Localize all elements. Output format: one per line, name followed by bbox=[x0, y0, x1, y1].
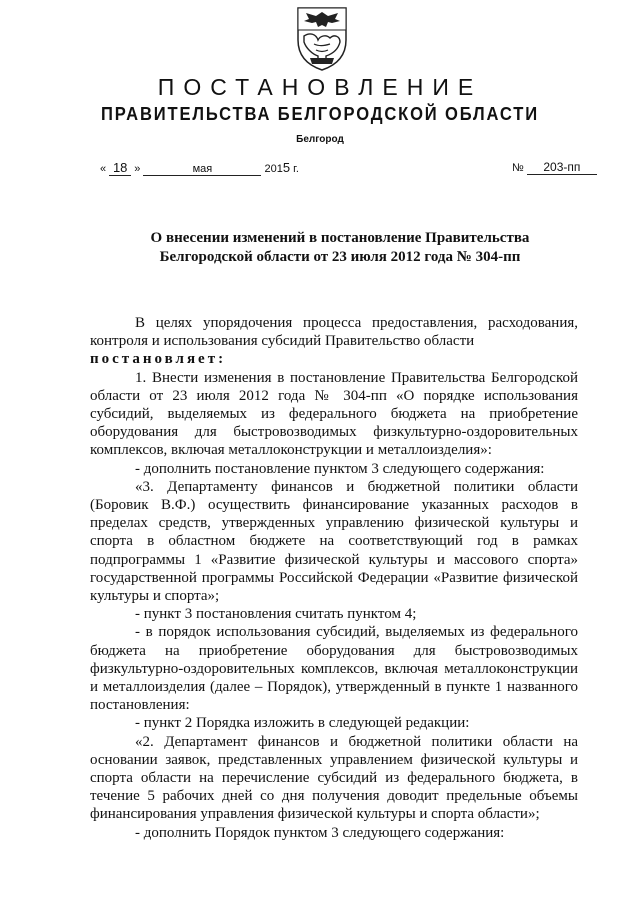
date-year: 2015 bbox=[264, 160, 291, 175]
document-number bbox=[512, 160, 597, 175]
number-label: № bbox=[512, 162, 524, 174]
issuer-heading: ПРАВИТЕЛЬСТВА БЕЛГОРОДСКОЙ ОБЛАСТИ bbox=[101, 104, 539, 124]
paragraph-renumber: - пункт 3 постановления считать пунктом 4; bbox=[135, 606, 417, 623]
date-open-quote: « bbox=[100, 163, 107, 175]
paragraph-procedure: - в порядок использования субсидий, выделяемых из федерального бюджета на приобретение оборудования для быстровозводимых физкультурно-оздоровительных комплексов, включая металлоконструкции и металлоизделия (далее – Порядок), утвержденный в пункте 1 названного постановления: bbox=[90, 624, 578, 714]
city-label: Белгород bbox=[296, 134, 344, 145]
resolves-word: постановляет: bbox=[90, 351, 227, 368]
paragraph-add-point-3: - дополнить постановление пунктом 3 следующего содержания: bbox=[135, 460, 545, 477]
date-year-unit: г. bbox=[293, 163, 299, 175]
date-close-quote: » bbox=[134, 163, 141, 175]
date-line bbox=[100, 160, 299, 176]
document-type-heading: ПОСТАНОВЛЕНИЕ bbox=[157, 74, 483, 100]
preamble-paragraph: В целях упорядочения процесса предоставления, расходования, контроля и использования субсидий Правительство области bbox=[90, 315, 578, 350]
paragraph-point-3-text: «3. Департаменту финансов и бюджетной политики области (Боровик В.Ф.) осуществить финансирование указанных расходов в пределах средств, утвержденных управлению физической культуры и спорта в областном бюджете на соответствующий год в рамках подпрограммы 1 «Развитие физической культуры и массового спорта» государственной программы Российской Федерации «Развитие физической культуры и спорта»; bbox=[90, 478, 578, 605]
subject-line-1: О внесении изменений в постановление Правительства bbox=[150, 230, 530, 246]
number-value: 203-пп bbox=[527, 160, 597, 175]
date-day: 18 bbox=[109, 160, 131, 176]
paragraph-add-procedure-point-3: - дополнить Порядок пунктом 3 следующего содержания: bbox=[135, 824, 505, 841]
date-month: мая bbox=[143, 163, 261, 176]
paragraph-point-2-text: «2. Департамент финансов и бюджетной политики области на основании заявок, представленных управлением физической культуры и спорта области на перечисление субсидий из федерального бюджета, в течение 5 рабочих дней со дня получения доводит предельные объемы финансирования управления физической культуры и спорта области»; bbox=[90, 733, 578, 823]
paragraph-item-1: 1. Внести изменения в постановление Правительства Белгородской области от 23 июля 2012 года № 304-пп «О порядке использования субсидий, выделяемых из федерального бюджета на приобретение оборудования для быстровозводимых физкультурно-оздоровительных комплексов, включая металлоконструкции и металлоизделия»: bbox=[90, 369, 578, 459]
subject-line-2: Белгородской области от 23 июля 2012 года № 304-пп bbox=[159, 249, 521, 265]
document-subject bbox=[100, 229, 580, 267]
paragraph-point-2-change: - пункт 2 Порядка изложить в следующей редакции: bbox=[135, 715, 470, 732]
coat-of-arms-emblem bbox=[294, 6, 350, 72]
document-body bbox=[90, 314, 578, 842]
